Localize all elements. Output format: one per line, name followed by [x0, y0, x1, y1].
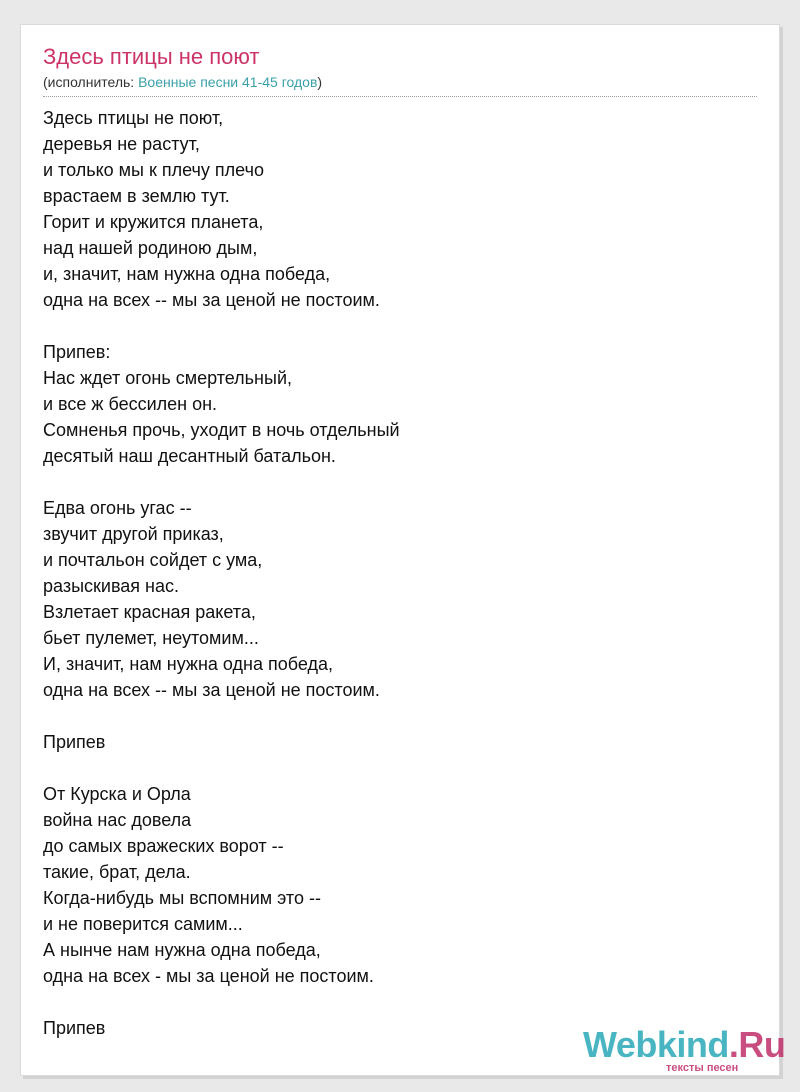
lyrics-page — [20, 24, 786, 1076]
song-title: Здесь птицы не поют — [43, 44, 260, 69]
artist-suffix: ) — [317, 74, 323, 90]
title-divider — [43, 96, 757, 97]
watermark-domain: .Ru — [728, 1024, 786, 1065]
webkind-watermark-logo — [583, 1023, 793, 1081]
lyrics-text: Здесь птицы не поют, деревья не растут, и только мы к плечу плечо врастаем в землю тут. Горит и кружится планета, над нашей родиною дым, и, значит, нам нужна одна победа, одна на всех -- мы за ценой не постоим. Припев: Нас ждет огонь смертельный, и все ж бессилен он. Сомненья прочь, уходит в ночь отдельный десятый наш десантный батальон. Едва огонь угас -- звучит другой приказ, и почтальон сойдет с ума, разыскивая нас. Взлетает красная ракета, бьет пулемет, неутомим... И, значит, нам нужна одна победа, одна на всех -- мы за ценой не постоим. Припев От Курска и Орла война нас довела до самых вражеских ворот -- такие, брат, дела. Когда-нибудь мы вспомним это -- и не поверится самим... А нынче нам нужна одна победа, одна на всех - мы за ценой не постоим. Припев — [43, 108, 400, 1038]
watermark-wordmark — [583, 1023, 785, 1067]
artist-line — [43, 73, 322, 91]
artist-link[interactable]: Военные песни 41-45 годов — [138, 74, 318, 90]
watermark-tagline: тексты песен — [666, 1062, 739, 1074]
watermark-brand: Webkind — [583, 1024, 729, 1065]
artist-prefix: (исполнитель: — [43, 74, 139, 90]
